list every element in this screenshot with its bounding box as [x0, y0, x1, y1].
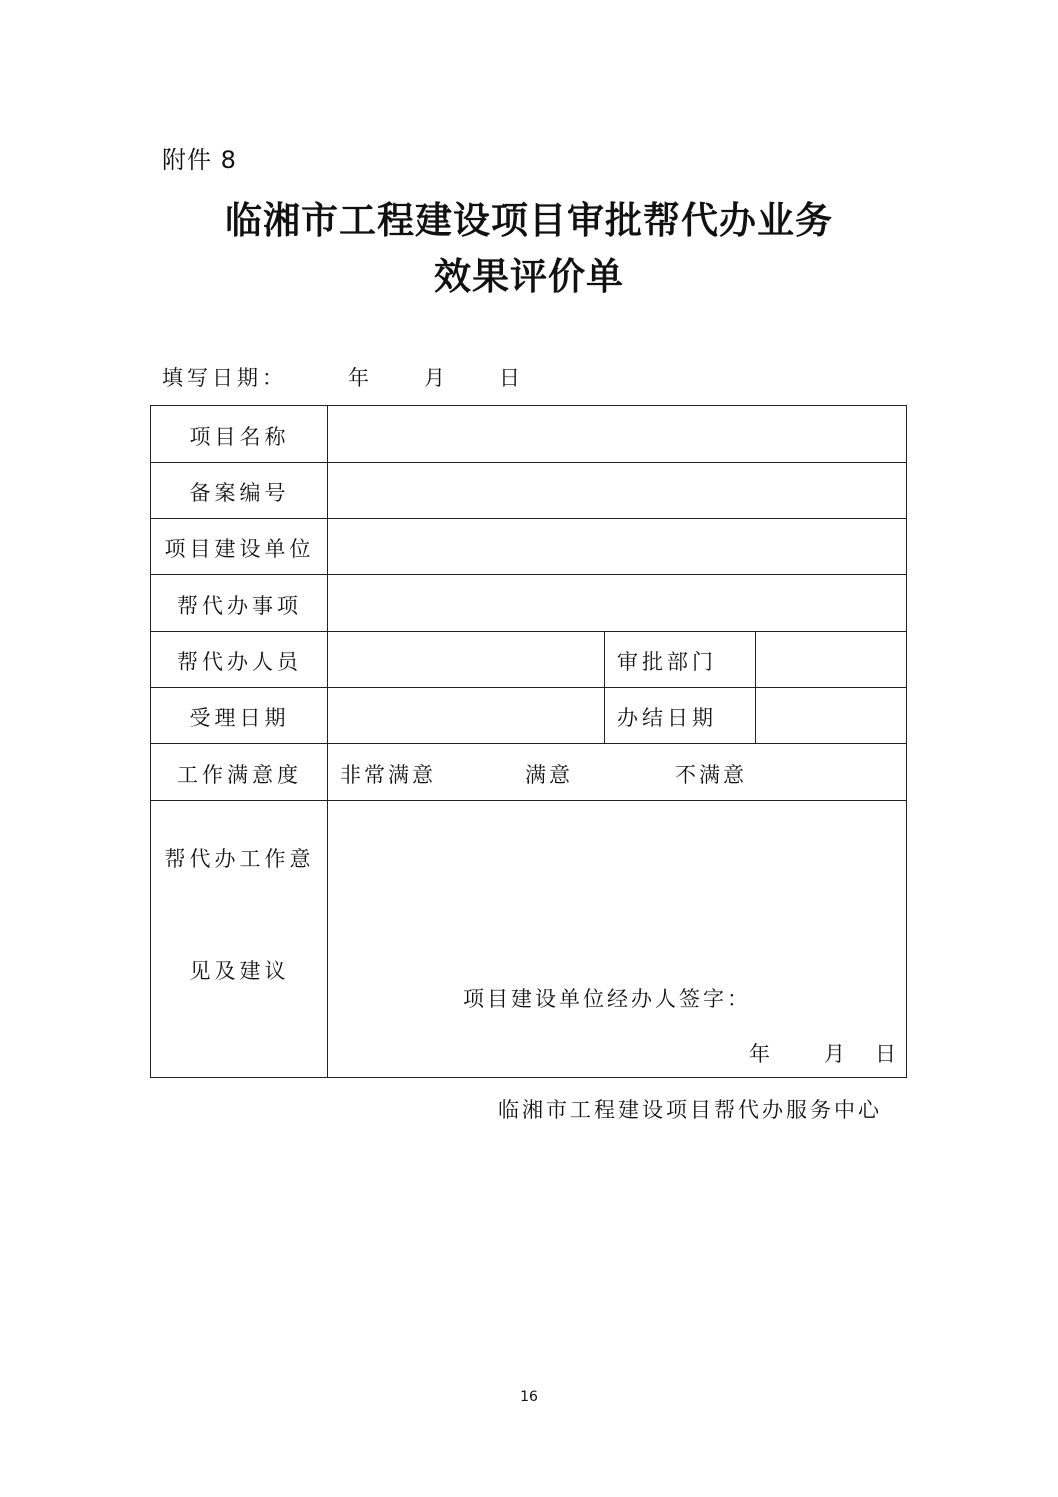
record-number-label: 备案编号: [189, 481, 290, 505]
acceptance-date-label: 受理日期: [189, 706, 290, 730]
approval-dept-label: 审批部门: [617, 650, 717, 674]
signature-day: 日: [875, 1042, 896, 1066]
construction-unit-label: 项目建设单位: [164, 537, 315, 561]
satisfaction-option-satisfied[interactable]: 满意: [525, 763, 573, 787]
service-item-label: 帮代办事项: [177, 594, 302, 618]
satisfaction-option-very-satisfied[interactable]: 非常满意: [340, 763, 436, 787]
completion-date-label: 办结日期: [617, 706, 717, 730]
signature-month: 月: [824, 1042, 845, 1066]
row-divider: [151, 800, 906, 801]
document-title-line-2: 效果评价单: [434, 255, 624, 298]
fill-date-day: 日: [499, 366, 524, 390]
agent-label: 帮代办人员: [177, 650, 302, 674]
column-divider: [755, 631, 756, 744]
row-divider: [151, 518, 906, 519]
issuer-name: 临湘市工程建设项目帮代办服务中心: [498, 1098, 882, 1122]
opinion-label-line-2: 见及建议: [189, 959, 290, 983]
document-title-line-1: 临湘市工程建设项目审批帮代办业务: [225, 199, 833, 242]
fill-date-label: 填写日期：: [162, 366, 287, 390]
row-divider: [151, 631, 906, 632]
fill-date-month: 月: [424, 366, 449, 390]
project-name-label: 项目名称: [189, 425, 290, 449]
row-divider: [151, 743, 906, 744]
signature-label: 项目建设单位经办人签字：: [463, 987, 751, 1011]
opinion-label-line-1: 帮代办工作意: [164, 847, 315, 871]
row-divider: [151, 462, 906, 463]
row-divider: [151, 687, 906, 688]
attachment-label: 附件 8: [162, 146, 237, 174]
signature-year: 年: [749, 1042, 770, 1066]
column-divider: [604, 631, 605, 744]
satisfaction-label: 工作满意度: [177, 763, 302, 787]
fill-date-year: 年: [348, 366, 373, 390]
satisfaction-option-dissatisfied[interactable]: 不满意: [675, 763, 747, 787]
row-divider: [151, 574, 906, 575]
page-number: 16: [520, 1389, 538, 1405]
evaluation-form: [150, 405, 907, 1078]
